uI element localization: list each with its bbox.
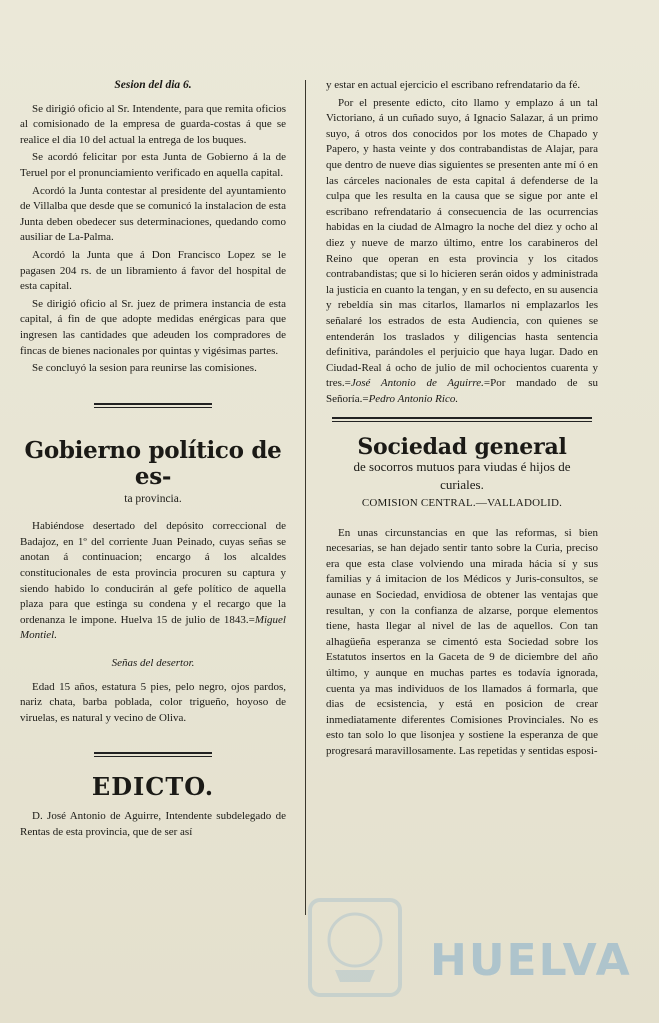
session-paragraph-5: Se dirigió oficio al Sr. juez de primera instancia de esta capital, á fin de que adopte medidas enérgicas para que ingresen las cantidades que adeuden los compradores de fincas de bienes nacionales por quintas y vigésimas partes. <box>20 297 286 357</box>
senas-heading: Señas del desertor. <box>111 657 195 670</box>
session-paragraph-2: Se acordó felicitar por esta Junta de Gobierno á la de Teruel por el pronunciamiento verificado en aquella capital. <box>20 151 286 179</box>
senas-paragraph: Edad 15 años, estatura 5 pies, pelo negro, ojos pardos, nariz chata, barba poblada, color trigueño, hoyoso de viruelas, es natural y vecino de Oliva. <box>20 680 286 724</box>
section-divider-3 <box>332 417 592 422</box>
edicto-continuation: y estar en actual ejercicio el escribano refrendatario da fé. <box>326 79 581 91</box>
sociedad-subheading-1: de socorros mutuos para viudas é hijos de <box>353 459 571 475</box>
edicto-signature-mid: Por mandado de su Señoría. <box>326 377 598 405</box>
session-heading: Sesion del dia 6. <box>114 79 192 91</box>
section-divider-1 <box>94 403 212 408</box>
edicto-signature-1: José Antonio de Aguirre. <box>350 377 484 390</box>
watermark-text: HUELVA <box>430 935 632 986</box>
session-paragraph-6: Se concluyó la sesion para reunirse las comisiones. <box>32 362 257 375</box>
sociedad-heading: Sociedad general <box>357 434 567 461</box>
comision-heading: COMISION CENTRAL.—VALLADOLID. <box>361 497 563 510</box>
gobierno-heading: Gobierno político de es- <box>24 436 282 490</box>
section-divider-2 <box>94 752 212 757</box>
edicto-signature-2: Pedro Antonio Rico. <box>368 392 459 405</box>
edicto-heading: EDICTO. <box>91 772 215 802</box>
right-column <box>326 78 598 762</box>
edicto-paragraph: D. José Antonio de Aguirre, Intendente subdelegado de Rentas de esta provincia, que de ser así <box>20 810 286 838</box>
sociedad-subheading-2: curiales. <box>440 477 484 493</box>
left-column <box>20 78 286 842</box>
edicto-main-text: Por el presente edicto, cito llamo y emplazo á un tal Victoriano, á un cuñado suyo, á Ignacio Salazar, á un primo suyo, á otros dos conocidos por los motes de Chapado y Papero, y hasta veinte y dos contrabandistas de Alajar, para que dentro de nueve dias siguientes se presenten ante mí ó en las cárceles nacionales de esta capital á defenderse de la culpa que les resulta en la causa que se sigue por ante el escribano refrendatario á consecuencia de las ocurrencias habidas en la ciudad de Almagro la noche del diez y ocho al diez y nueve de marzo último, entre los carabineros del Reino que operan en esta provincia y los citados contrabandistas; que si lo hicieren serán oidos y administrada la justicia en cuanto la tengan, y en su defecto, en su ausencia y rebeldía sin mas citarlos, llamarlos ni emplazarlos les señalaré los estrados de esta Audiencia, con quienes se entenderán los traslados y diligencias hasta sentencia definitiva, parándoles el perjuicio que haya lugar. Dado en Ciudad-Real á ocho de julio de mil ochocientos cuarenta y tres. <box>326 96 598 390</box>
gobierno-text: Habiéndose desertado del depósito correccional de Badajoz, en 1º del corriente Juan Peinado, cuyas señas se anotan á continuacion; encargo á los alcaldes constitucionales de esta provincia procuren su captura y siendo habido lo conducirán al gefe político de aquella plaza para que estinga su condena y el recargo que la ordenanza le impone. Huelva 15 de julio de 1843. <box>20 520 286 626</box>
gobierno-signature: Miguel Montiel. <box>20 613 286 642</box>
gobierno-subheading: ta provincia. <box>124 492 182 505</box>
column-rule <box>305 80 306 915</box>
session-paragraph-4: Acordó la Junta que á Don Francisco Lopez se le pagasen 204 rs. de un libramiento á favor del hospital de esta capital. <box>20 248 286 293</box>
session-paragraph-1: Se dirigió oficio al Sr. Intendente, para que remita oficios al comisionado de la empresa de guarda-costas á que se realice el dia 10 del actual la entrega de los buques. <box>20 102 286 146</box>
sociedad-paragraph: En unas circunstancias en que las reformas, si bien necesarias, se han dejado sentir tanto sobre la Curia, preciso era que esta clase volviendo una mirada hácia sí y sus familias y á imitacion de los Médicos y Juris-consultos, se aunase en Sociedad, envidiosa de obtener las ventajas que resultan, y con la confianza de alzarse, porque elementos tiene, hasta llegar al nivel de las de aquellos. Con tan alhagüeña esperanza se cimentó esta Sociedad sobre los Estatutos insertos en la Gaceta de 9 de diciembre del año último, y aunque en muchas partes es todavía ignorada, cuenta ya mas individuos de los llamados á formarla, que dias de ecsistencia, y está en posicion de crear inmediatamente diferentes Comisiones Provinciales. No es esto tan solo lo que lisonjea y sostiene la esperanza de que progresará maravillosamente. Las repetidas y sentidas esposi- <box>326 526 598 757</box>
gobierno-paragraph: Habiéndose desertado del depósito correccional de Badajoz, en 1º del corriente Juan Peinado, cuyas señas se anotan á continuacion; encargo á los alcaldes constitucionales de esta provincia procuren su captura y siendo habido lo conducirán al gefe político de aquella plaza para que estinga su condena y el recargo que la ordenanza le impone. Huelva 15 de julio de 1843.=Miguel Montiel. <box>20 520 286 642</box>
edicto-main-paragraph: Por el presente edicto, cito llamo y emplazo á un tal Victoriano, á un cuñado suyo, á Ignacio Salazar, á un primo suyo, á otros dos conocidos por los motes de Chapado y Papero, y hasta veinte y dos contrabandistas de Alajar, para que dentro de nueve dias siguientes se presenten ante mí ó en las cárceles nacionales de esta capital á defenderse de la culpa que les resulta en la causa que se sigue por ante el escribano refrendatario á consecuencia de las ocurrencias habidas en la ciudad de Almagro la noche del diez y ocho al diez y nueve de marzo último, entre los carabineros del Reino que operan en esta provincia y los citados contrabandistas; que si lo hicieren serán oidos y administrada la justicia en cuanto la tengan, y en su defecto, en su ausencia y rebeldía sin mas citarlos, llamarlos ni emplazarlos les señalaré los estrados de esta Audiencia, con quienes se entenderán los traslados y diligencias hasta sentencia definitiva, parándoles el perjuicio que haya lugar. Dado en Ciudad-Real á ocho de julio de mil ochocientos cuarenta y tres.=José Antonio de Aguirre.=Por mandado de su Señoría.=Pedro Antonio Rico. <box>326 96 598 405</box>
session-paragraph-3: Acordó la Junta contestar al presidente del ayuntamiento de Villalba que desde que se comunicó la instalacion de esta Junta deben obedecer sus determinaciones, quedando como ausiliar de La-Palma. <box>20 184 286 244</box>
